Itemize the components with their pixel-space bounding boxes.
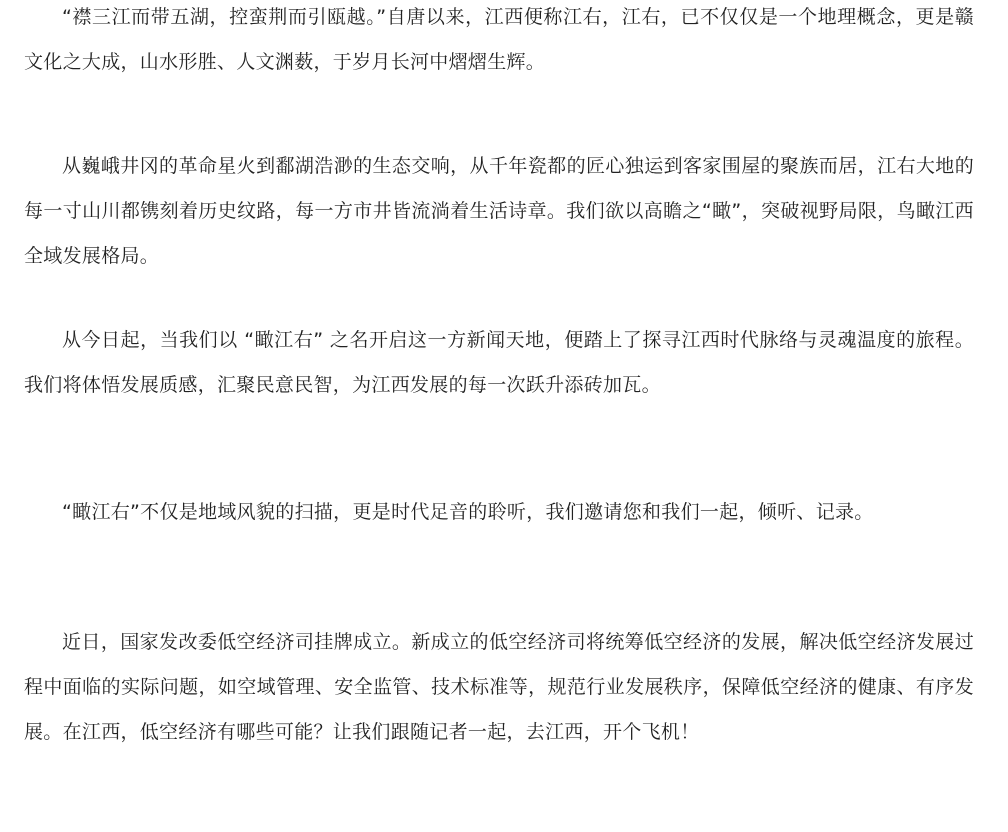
paragraph-invitation: “瞰江右”不仅是地域风貌的扫描，更是时代足音的聆听，我们邀请您和我们一起，倾听、记录。 bbox=[62, 501, 874, 523]
paragraph-intro: “襟三江而带五湖，控蛮荆而引瓯越。”自唐以来，江西便称江右，江右，已不仅仅是一个地理概念，更是赣文化之大成，山水形胜、人文渊薮，于岁月长河中熠熠生辉。 bbox=[24, 6, 974, 73]
paragraph-low-altitude-economy: 近日，国家发改委低空经济司挂牌成立。新成立的低空经济司将统筹低空经济的发展，解决低空经济发展过程中面临的实际问题，如空域管理、安全监管、技术标准等，规范行业发展秩序，保障低空经济的健康、有序发展。在江西，低空经济有哪些可能？让我们跟随记者一起，去江西，开个飞机！ bbox=[24, 631, 974, 743]
paragraph-mission: 从今日起，当我们以 “瞰江右” 之名开启这一方新闻天地，便踏上了探寻江西时代脉络与灵魂温度的旅程。我们将体悟发展质感，汇聚民意民智，为江西发展的每一次跃升添砖加瓦。 bbox=[24, 329, 974, 396]
paragraph-history: 从巍峨井冈的革命星火到鄱湖浩渺的生态交响，从千年瓷都的匠心独运到客家围屋的聚族而居，江右大地的每一寸山川都镌刻着历史纹路，每一方市井皆流淌着生活诗章。我们欲以高瞻之“瞰”，突破视野局限，鸟瞰江西全域发展格局。 bbox=[24, 155, 974, 267]
